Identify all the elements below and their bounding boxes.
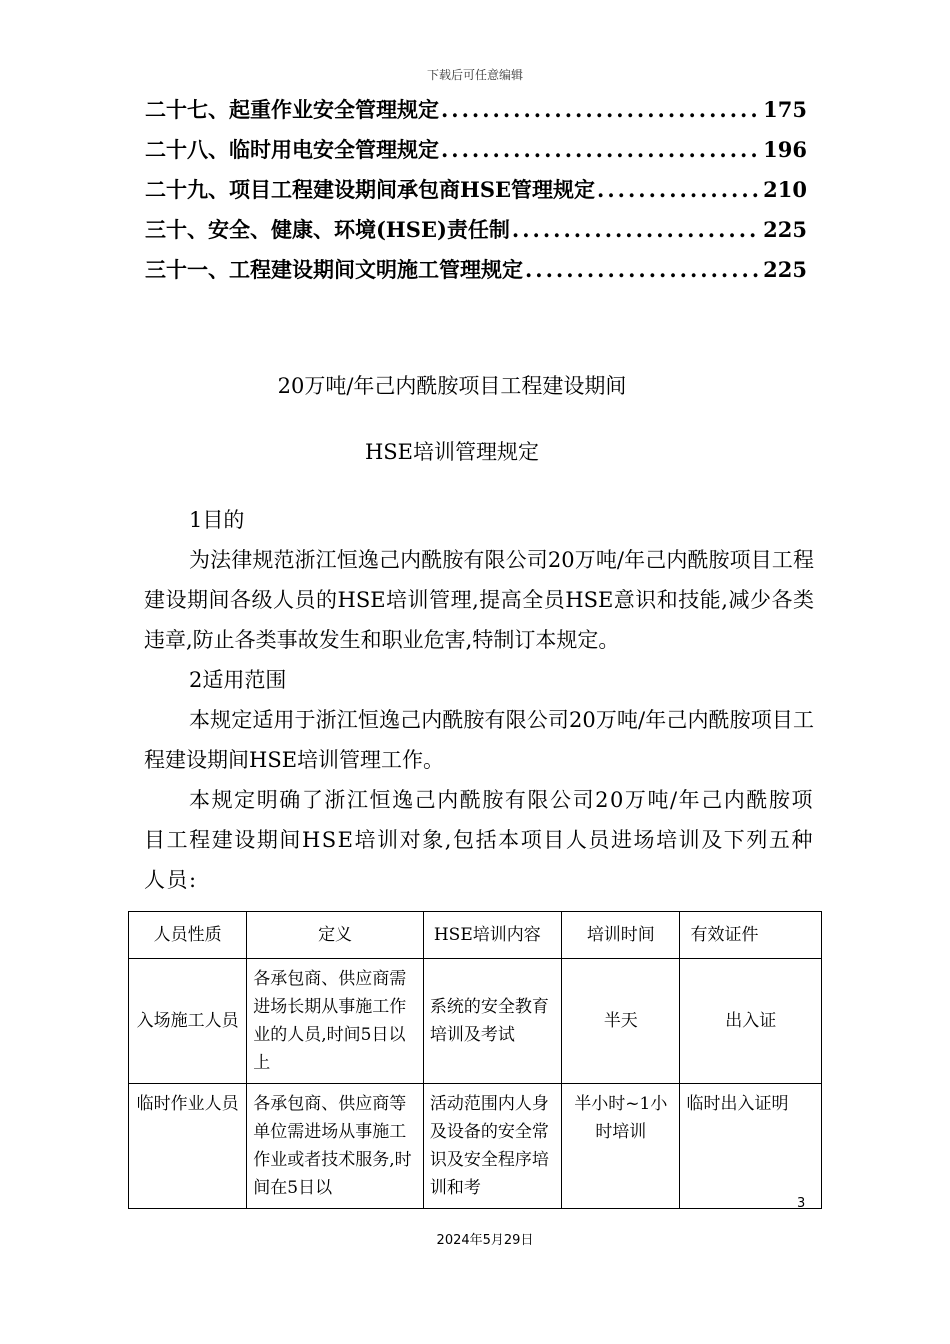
section2-heading: 2适用范围 bbox=[189, 668, 287, 692]
table-header-cell: 人员性质 bbox=[129, 912, 247, 959]
table-cell: 临时作业人员 bbox=[129, 1084, 247, 1209]
toc-leader-dots bbox=[525, 257, 761, 282]
toc-entry[interactable] bbox=[145, 94, 807, 134]
section1-paragraph: 为法律规范浙江恒逸己内酰胺有限公司20万吨/年己内酰胺项目工程建设期间各级人员的HSE培训管理,提高全员HSE意识和技能,减少各类违章,防止各类事故发生和职业危害,特制订本规定。 bbox=[144, 548, 814, 652]
toc-entry-page: 210 bbox=[763, 177, 807, 202]
document-title-line2: HSE培训管理规定 bbox=[364, 440, 540, 464]
table-header-cell: 培训时间 bbox=[562, 912, 680, 959]
table-cell: 出入证 bbox=[680, 959, 822, 1084]
table-cell: 系统的安全教育培训及考试 bbox=[423, 959, 561, 1084]
toc-entry-title: 三十、安全、健康、环境(HSE)责任制 bbox=[145, 217, 510, 242]
page-number: 3 bbox=[797, 1196, 806, 1211]
table-cell: 各承包商、供应商需进场长期从事施工作业的人员,时间5日以上 bbox=[247, 959, 424, 1084]
table-cell: 活动范围内人身及设备的安全常识及安全程序培训和考 bbox=[423, 1084, 561, 1209]
toc-entry-title: 二十九、项目工程建设期间承包商HSE管理规定 bbox=[145, 177, 596, 202]
toc-entry-page: 196 bbox=[763, 137, 807, 162]
table-cell: 半天 bbox=[562, 959, 680, 1084]
toc-entry-page: 175 bbox=[763, 97, 807, 122]
document-title-line1: 20万吨/年己内酰胺项目工程建设期间 bbox=[277, 374, 627, 398]
table-header-cell: HSE培训内容 bbox=[423, 912, 561, 959]
toc-entry-page: 225 bbox=[763, 257, 807, 282]
table-cell: 各承包商、供应商等单位需进场从事施工作业或者技术服务,时间在5日以 bbox=[247, 1084, 424, 1209]
section1-heading: 1目的 bbox=[189, 508, 245, 532]
table-row bbox=[129, 1084, 822, 1209]
toc-entry[interactable] bbox=[145, 174, 807, 214]
table-row bbox=[129, 959, 822, 1084]
section2-paragraph: 本规定适用于浙江恒逸己内酰胺有限公司20万吨/年己内酰胺项目工程建设期间HSE培训管理工作。 bbox=[144, 708, 814, 772]
table-header-row bbox=[129, 912, 822, 959]
table-header-cell: 有效证件 bbox=[680, 912, 822, 959]
toc-leader-dots bbox=[441, 97, 761, 122]
toc-leader-dots bbox=[441, 137, 761, 162]
table-cell: 临时出入证明 bbox=[680, 1084, 822, 1209]
table-cell: 入场施工人员 bbox=[129, 959, 247, 1084]
toc-entry-title: 二十八、临时用电安全管理规定 bbox=[145, 137, 439, 162]
toc-entry[interactable] bbox=[145, 254, 807, 294]
toc-entry[interactable] bbox=[145, 134, 807, 174]
document-body bbox=[144, 500, 814, 900]
section2-paragraph-2: 本规定明确了浙江恒逸己内酰胺有限公司20万吨/年己内酰胺项目工程建设期间HSE培训对象,包括本项目人员进场培训及下列五种人员: bbox=[144, 788, 814, 892]
toc-leader-dots bbox=[512, 217, 761, 242]
table-header-cell: 定义 bbox=[247, 912, 424, 959]
page-header: 下载后可任意编辑 bbox=[426, 68, 523, 82]
footer-date: 2024年5月29日 bbox=[436, 1233, 534, 1248]
toc-entry-page: 225 bbox=[763, 217, 807, 242]
table-cell: 半小时~1小时培训 bbox=[562, 1084, 680, 1209]
toc-leader-dots bbox=[597, 177, 761, 202]
toc-entry-title: 二十七、起重作业安全管理规定 bbox=[145, 97, 439, 122]
toc-entry-title: 三十一、工程建设期间文明施工管理规定 bbox=[145, 257, 523, 282]
table-of-contents bbox=[145, 94, 807, 294]
toc-entry[interactable] bbox=[145, 214, 807, 254]
personnel-training-table bbox=[128, 911, 822, 1209]
